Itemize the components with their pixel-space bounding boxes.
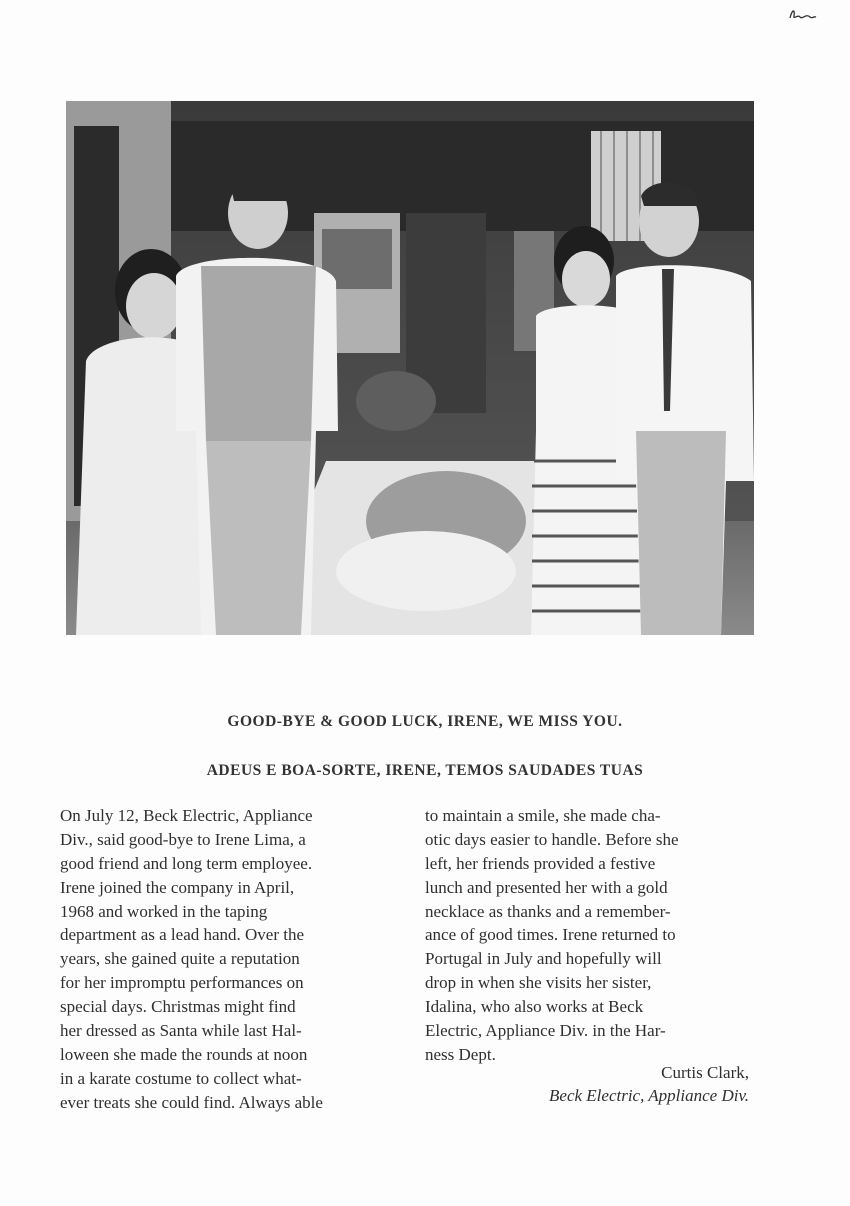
article-line: On July 12, Beck Electric, Appliance: [60, 806, 313, 825]
article-line: lunch and presented her with a gold: [425, 877, 668, 897]
article-line: Idalina, who also works at Beck: [425, 997, 644, 1017]
article-line: Irene joined the company in April,: [60, 877, 295, 897]
article-line: ever treats she could find. Always able: [60, 1092, 323, 1112]
signature-organization: Beck Electric, Appliance Div.: [549, 1086, 749, 1105]
article-line: for her impromptu performances on: [60, 973, 304, 993]
article-line: drop in when she visits her sister,: [425, 973, 652, 993]
article-line: good friend and long term employee.: [60, 853, 313, 873]
handwritten-initials: [786, 4, 820, 26]
headline-portuguese: ADEUS E BOA-SORTE, IRENE, TEMOS SAUDADES TUAS: [206, 762, 644, 779]
article-line: Electric, Appliance Div. in the Har-: [425, 1021, 666, 1041]
article-line: in a karate costume to collect what-: [60, 1068, 302, 1088]
signature-name: Curtis Clark,: [661, 1063, 749, 1082]
article-line: left, her friends provided a festive: [425, 853, 656, 873]
article-left-column: [60, 804, 400, 1115]
article-line: Portugal in July and hopefully will: [425, 949, 662, 969]
article-line: ance of good times. Irene returned to: [425, 925, 676, 945]
headline-english: GOOD-BYE & GOOD LUCK, IRENE, WE MISS YOU.: [227, 713, 623, 730]
article-line: her dressed as Santa while last Hal-: [60, 1021, 302, 1041]
article-line: years, she gained quite a reputation: [60, 949, 300, 969]
article-line: 1968 and worked in the taping: [60, 901, 268, 921]
farewell-party-photo: [66, 101, 754, 635]
article-line: otic days easier to handle. Before she: [425, 829, 679, 849]
article-line: necklace as thanks and a remember-: [425, 901, 671, 921]
article-line: Div., said good-bye to Irene Lima, a: [60, 829, 306, 849]
article-line: ness Dept.: [425, 1044, 496, 1064]
article-line: to maintain a smile, she made cha-: [425, 806, 661, 825]
article-line: special days. Christmas might find: [60, 997, 296, 1017]
article-line: department as a lead hand. Over the: [60, 925, 305, 945]
photo-farewell-party: [66, 101, 754, 635]
article-line: loween she made the rounds at noon: [60, 1044, 308, 1064]
article-right-column: [425, 804, 755, 1067]
